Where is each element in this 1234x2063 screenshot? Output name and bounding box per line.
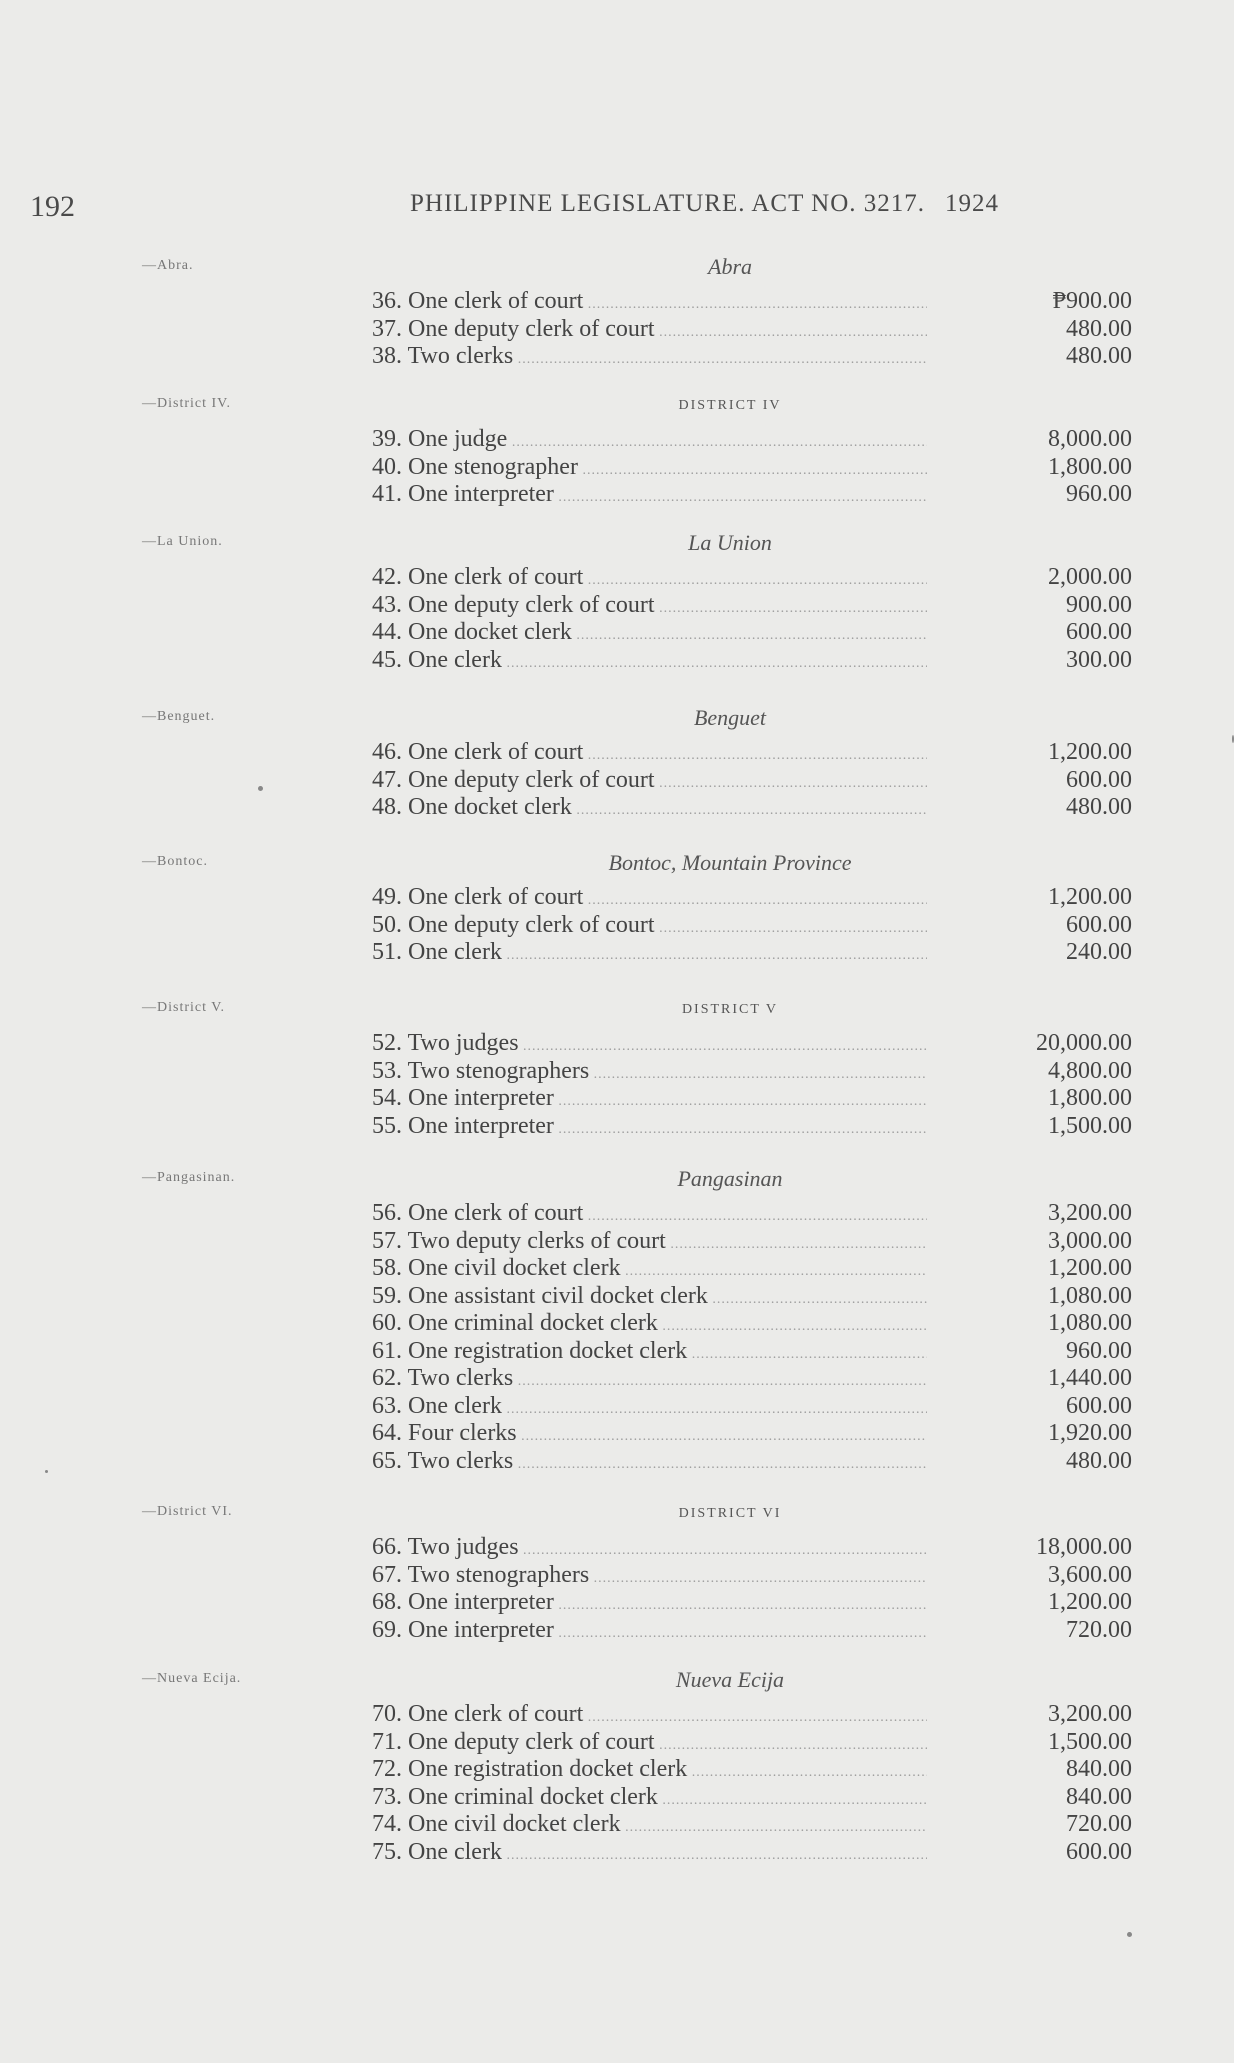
item-list xyxy=(372,288,1132,371)
item-amount: 1,200.00 xyxy=(1048,1255,1132,1281)
item-amount: 1,080.00 xyxy=(1048,1310,1132,1336)
item-description: 72. One registration docket clerk ..... xyxy=(372,1756,927,1787)
line-item xyxy=(372,288,1132,316)
section-heading: DISTRICT VI xyxy=(678,1506,782,1521)
line-item xyxy=(372,1756,1132,1784)
item-description: 70. One clerk of court ..... xyxy=(372,1701,927,1732)
item-amount: 960.00 xyxy=(1066,481,1132,507)
margin-note: —Pangasinan. xyxy=(142,1170,236,1185)
item-description: 54. One interpreter ..... xyxy=(372,1085,927,1116)
item-amount: 1,800.00 xyxy=(1048,453,1132,480)
item-amount: 600.00 xyxy=(1066,619,1132,645)
item-amount: 240.00 xyxy=(1066,939,1132,965)
line-item xyxy=(372,1085,1132,1113)
item-list xyxy=(372,1200,1132,1475)
item-amount: 720.00 xyxy=(1066,1811,1132,1837)
item-description: 51. One clerk ..... xyxy=(372,939,927,970)
item-description: 74. One civil docket clerk ..... xyxy=(372,1811,927,1842)
item-description: 64. Four clerks ..... xyxy=(372,1420,927,1451)
line-item xyxy=(372,1701,1132,1729)
line-item xyxy=(372,739,1132,767)
line-item xyxy=(372,564,1132,592)
section-heading: DISTRICT V xyxy=(681,1002,779,1017)
line-item xyxy=(372,1058,1132,1086)
item-amount: 1,200.00 xyxy=(1048,1589,1132,1615)
margin-note: —District V. xyxy=(142,1000,226,1015)
item-amount: 4,800.00 xyxy=(1048,1057,1132,1084)
item-amount: 840.00 xyxy=(1066,1756,1132,1782)
item-description: 47. One deputy clerk of court ..... xyxy=(372,767,927,798)
item-amount: 480.00 xyxy=(1066,343,1132,369)
item-description: 71. One deputy clerk of court ..... xyxy=(372,1729,927,1760)
line-item xyxy=(372,1534,1132,1562)
margin-note: —Bontoc. xyxy=(142,854,208,869)
item-description: 52. Two judges ..... xyxy=(372,1030,927,1061)
item-amount: 3,600.00 xyxy=(1048,1561,1132,1588)
item-amount: 1,200.00 xyxy=(1048,739,1132,765)
item-description: 50. One deputy clerk of court ..... xyxy=(372,912,927,943)
item-description: 48. One docket clerk ..... xyxy=(372,794,927,825)
item-amount: 600.00 xyxy=(1066,1392,1132,1419)
line-item xyxy=(372,481,1132,509)
item-description: 75. One clerk ..... xyxy=(372,1839,927,1870)
item-description: 57. Two deputy clerks of court ..... xyxy=(372,1228,927,1259)
running-head-year: 1924 xyxy=(945,190,1000,217)
item-amount: 300.00 xyxy=(1066,646,1132,673)
item-amount: 960.00 xyxy=(1066,1337,1132,1364)
item-amount: 600.00 xyxy=(1066,1838,1132,1865)
line-item xyxy=(372,1839,1132,1867)
item-description: 55. One interpreter ..... xyxy=(372,1113,927,1144)
item-amount: 480.00 xyxy=(1066,1447,1132,1474)
item-description: 39. One judge ..... xyxy=(372,426,927,457)
line-item xyxy=(372,1255,1132,1283)
item-description: 61. One registration docket clerk ..... xyxy=(372,1338,927,1369)
item-amount: 3,200.00 xyxy=(1048,1701,1132,1727)
item-description: 45. One clerk ..... xyxy=(372,647,927,678)
line-item xyxy=(372,1729,1132,1757)
item-description: 67. Two stenographers ..... xyxy=(372,1562,927,1593)
item-description: 40. One stenographer ..... xyxy=(372,454,927,485)
section-heading: La Union xyxy=(688,530,772,555)
item-amount: 480.00 xyxy=(1066,315,1132,342)
line-item xyxy=(372,1228,1132,1256)
item-amount: 1,920.00 xyxy=(1048,1420,1132,1446)
line-item xyxy=(372,1200,1132,1228)
item-list xyxy=(372,1030,1132,1140)
scan-speck xyxy=(1127,1932,1132,1937)
item-list xyxy=(372,564,1132,674)
item-amount: 900.00 xyxy=(1066,591,1132,618)
item-description: 60. One criminal docket clerk ..... xyxy=(372,1310,927,1341)
item-description: 58. One civil docket clerk ..... xyxy=(372,1255,927,1286)
item-description: 37. One deputy clerk of court ..... xyxy=(372,316,927,347)
section-heading: Nueva Ecija xyxy=(675,1667,785,1692)
item-list xyxy=(372,1701,1132,1866)
item-amount: 1,440.00 xyxy=(1048,1365,1132,1391)
item-description: 41. One interpreter ..... xyxy=(372,481,927,512)
item-amount: 3,200.00 xyxy=(1048,1200,1132,1226)
scan-speck xyxy=(45,1470,48,1473)
line-item xyxy=(372,1113,1132,1141)
line-item xyxy=(372,912,1132,940)
line-item xyxy=(372,1617,1132,1645)
item-description: 73. One criminal docket clerk ..... xyxy=(372,1784,927,1815)
line-item xyxy=(372,1811,1132,1839)
item-amount: 20,000.00 xyxy=(1036,1030,1132,1056)
line-item xyxy=(372,1365,1132,1393)
item-description: 46. One clerk of court ..... xyxy=(372,739,927,770)
line-item xyxy=(372,767,1132,795)
item-list xyxy=(372,739,1132,822)
item-amount: 1,800.00 xyxy=(1048,1085,1132,1111)
item-amount: 1,500.00 xyxy=(1048,1112,1132,1139)
line-item xyxy=(372,794,1132,822)
item-description: 42. One clerk of court ..... xyxy=(372,564,927,595)
item-amount: 840.00 xyxy=(1066,1783,1132,1810)
item-description: 66. Two judges ..... xyxy=(372,1534,927,1565)
item-amount: 1,200.00 xyxy=(1048,884,1132,910)
item-description: 49. One clerk of court ..... xyxy=(372,884,927,915)
line-item xyxy=(372,1393,1132,1421)
margin-note: —District VI. xyxy=(142,1504,233,1519)
item-amount: 720.00 xyxy=(1066,1616,1132,1643)
item-amount: 8,000.00 xyxy=(1048,426,1132,452)
item-amount: 18,000.00 xyxy=(1036,1534,1132,1560)
item-description: 56. One clerk of court ..... xyxy=(372,1200,927,1231)
scan-speck xyxy=(258,786,263,791)
running-head xyxy=(410,190,999,218)
item-amount: 1,080.00 xyxy=(1048,1282,1132,1309)
margin-note: —Abra. xyxy=(142,258,194,273)
line-item xyxy=(372,1448,1132,1476)
line-item xyxy=(372,426,1132,454)
item-amount: 1,500.00 xyxy=(1048,1728,1132,1755)
item-amount: ₱900.00 xyxy=(1052,288,1132,314)
item-description: 69. One interpreter ..... xyxy=(372,1617,927,1648)
item-description: 63. One clerk ..... xyxy=(372,1393,927,1424)
section-heading: Benguet xyxy=(693,705,767,730)
line-item xyxy=(372,1784,1132,1812)
item-description: 62. Two clerks ..... xyxy=(372,1365,927,1396)
line-item xyxy=(372,939,1132,967)
line-item xyxy=(372,1338,1132,1366)
line-item xyxy=(372,884,1132,912)
line-item xyxy=(372,1310,1132,1338)
line-item xyxy=(372,343,1132,371)
line-item xyxy=(372,1420,1132,1448)
section-heading: Bontoc, Mountain Province xyxy=(608,850,852,875)
item-description: 68. One interpreter ..... xyxy=(372,1589,927,1620)
line-item xyxy=(372,592,1132,620)
item-list xyxy=(372,1534,1132,1644)
section-heading: Pangasinan xyxy=(677,1166,783,1191)
item-amount: 480.00 xyxy=(1066,794,1132,820)
section-heading: DISTRICT IV xyxy=(678,398,782,413)
line-item xyxy=(372,1589,1132,1617)
item-description: 36. One clerk of court ..... xyxy=(372,288,927,319)
item-amount: 3,000.00 xyxy=(1048,1227,1132,1254)
item-description: 53. Two stenographers ..... xyxy=(372,1058,927,1089)
item-description: 65. Two clerks ..... xyxy=(372,1448,927,1479)
page-number: 192 xyxy=(30,190,75,223)
margin-note: —Benguet. xyxy=(142,709,216,724)
line-item xyxy=(372,647,1132,675)
item-description: 38. Two clerks ..... xyxy=(372,343,927,374)
margin-note: —District IV. xyxy=(142,396,231,411)
line-item xyxy=(372,1562,1132,1590)
margin-note: —La Union. xyxy=(142,534,223,549)
section-heading: Abra xyxy=(708,254,752,279)
item-amount: 600.00 xyxy=(1066,766,1132,793)
item-list xyxy=(372,884,1132,967)
line-item xyxy=(372,619,1132,647)
margin-note: —Nueva Ecija. xyxy=(142,1671,242,1686)
line-item xyxy=(372,316,1132,344)
item-list xyxy=(372,426,1132,509)
item-description: 59. One assistant civil docket clerk ..... xyxy=(372,1283,927,1314)
line-item xyxy=(372,1283,1132,1311)
line-item xyxy=(372,454,1132,482)
item-description: 44. One docket clerk ..... xyxy=(372,619,927,650)
item-amount: 2,000.00 xyxy=(1048,564,1132,590)
running-head-title: PHILIPPINE LEGISLATURE. ACT NO. 3217. xyxy=(410,190,926,217)
item-amount: 600.00 xyxy=(1066,911,1132,938)
line-item xyxy=(372,1030,1132,1058)
item-description: 43. One deputy clerk of court ..... xyxy=(372,592,927,623)
